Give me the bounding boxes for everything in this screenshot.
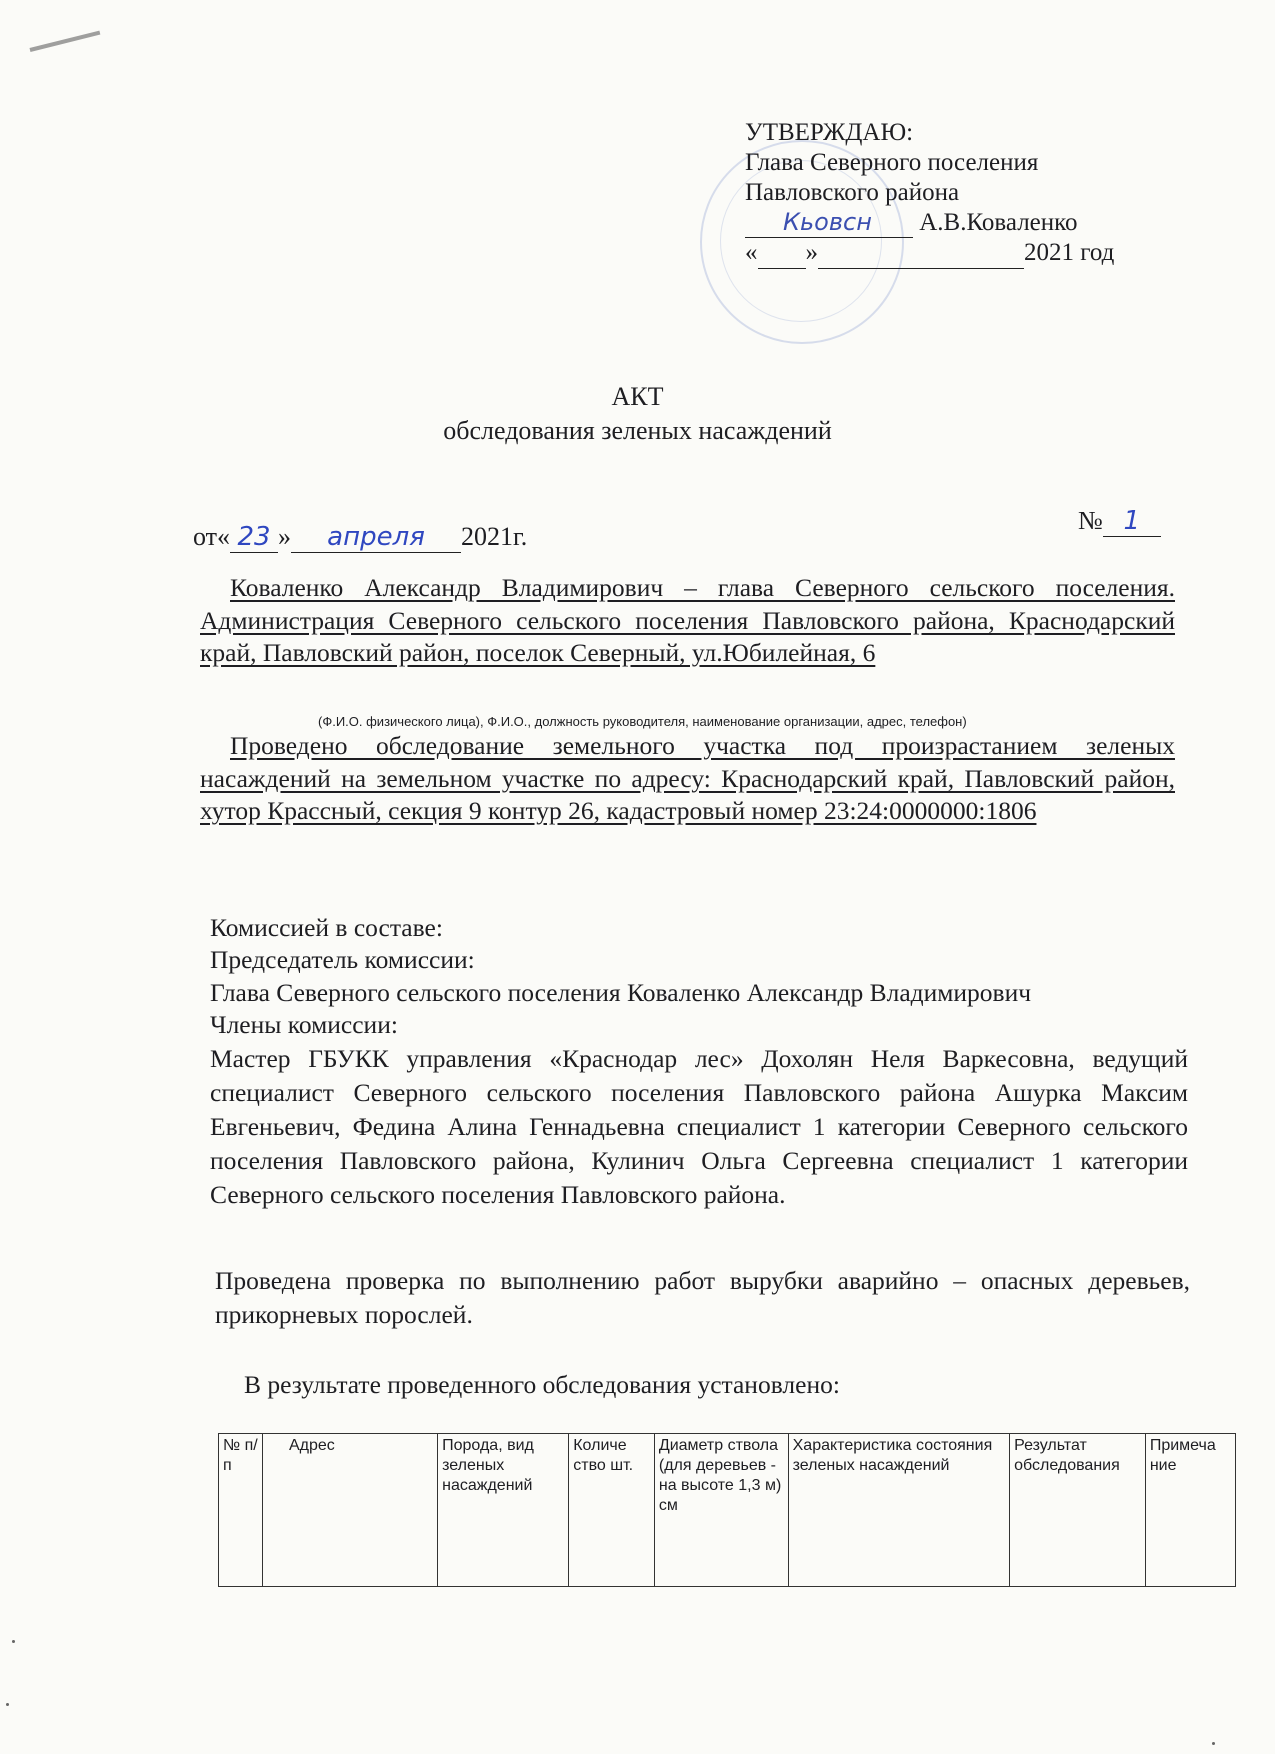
subject-caption: (Ф.И.О. физического лица), Ф.И.О., должность руководителя, наименование организации, адрес, телефон) bbox=[318, 714, 967, 729]
subject-org: Администрация Северного сельского поселения Павловского района, Краснодарский край, Павловский район, поселок Северный, ул.Юбилейная, 6 bbox=[200, 605, 1175, 667]
commission-chair-label: Председатель комиссии: bbox=[210, 945, 475, 974]
table-header-cell: Результат обследования bbox=[1010, 1434, 1146, 1587]
approval-line-2: Павловского района bbox=[745, 179, 960, 206]
table-header-cell: Количе ство шт. bbox=[569, 1434, 655, 1587]
inspection-paragraph bbox=[200, 730, 1175, 828]
commission-heading: Комиссией в составе: bbox=[210, 913, 443, 942]
table-header-cell: Диаметр ствола (для деревьев - на высоте 1,3 м) см bbox=[654, 1434, 788, 1587]
date-month: апреля bbox=[291, 522, 461, 553]
approval-signatory: А.В.Коваленко bbox=[919, 209, 1078, 236]
commission-members: Мастер ГБУКК управления «Краснодар лес» Дохолян Неля Варкесовна, ведущий специалист Северного сельского поселения Павловского района Ашурка Максим Евгеньевич, Федина Алина Геннадьевна специалист 1 категории Северного сельского поселения Павловского района, Кулинич Ольга Сергеевна специалист 1 категории Северного сельского поселения Павловского района. bbox=[210, 1044, 1188, 1209]
inspection-text: Проведено обследование земельного участка под произрастанием зеленых насаждений на земельном участке по адресу: Краснодарский край, Павловский район, хутор Крассный, секция 9 контур 26, кадастровый номер 23:24:0000000:1806 bbox=[200, 731, 1175, 825]
document-subtitle: обследования зеленых насаждений bbox=[443, 416, 832, 445]
approval-date-prefix: « bbox=[745, 239, 758, 266]
date-day: 23 bbox=[230, 522, 278, 553]
approval-signature-line bbox=[745, 208, 1114, 238]
date-mid: » bbox=[278, 522, 292, 551]
table-header-cell: Адрес bbox=[262, 1434, 437, 1587]
check-paragraph: Проведена проверка по выполнению работ вырубки аварийно – опасных деревьев, прикорневых порослей. bbox=[215, 1266, 1190, 1329]
results-table bbox=[218, 1433, 1236, 1587]
approval-year: 2021 год bbox=[1024, 239, 1115, 266]
scan-artifact bbox=[30, 31, 101, 52]
approval-heading: УТВЕРЖДАЮ: bbox=[745, 119, 914, 146]
number-value: 1 bbox=[1103, 506, 1161, 537]
table-header-row bbox=[219, 1434, 1236, 1587]
scan-speck bbox=[12, 1640, 15, 1643]
table-header-cell: № п/п bbox=[219, 1434, 263, 1587]
approval-month-blank bbox=[818, 238, 1024, 269]
signature-mark: Кьовсн bbox=[783, 208, 872, 236]
commission-members-label: Члены комиссии: bbox=[210, 1010, 398, 1039]
document-title: АКТ bbox=[611, 382, 664, 411]
result-heading: В результате проведенного обследования установлено: bbox=[244, 1370, 840, 1399]
approval-block bbox=[745, 118, 1114, 269]
approval-date-line bbox=[745, 238, 1114, 269]
subject-paragraph bbox=[200, 572, 1175, 670]
approval-line-1: Глава Северного поселения bbox=[745, 149, 1039, 176]
act-date bbox=[193, 522, 527, 553]
signature-blank bbox=[745, 208, 913, 238]
table-header-cell: Примеча ние bbox=[1145, 1434, 1235, 1587]
date-year: 2021г. bbox=[461, 522, 528, 551]
table-header-cell: Характеристика состояния зеленых насаждений bbox=[788, 1434, 1009, 1587]
table-header-cell: Порода, вид зеленых насаждений bbox=[438, 1434, 569, 1587]
subject-text: Коваленко Александр Владимирович – глава Северного сельского поселения. bbox=[230, 573, 1175, 602]
approval-date-mid: » bbox=[805, 239, 818, 266]
number-label: № bbox=[1078, 506, 1103, 535]
commission-chair: Глава Северного сельского поселения Коваленко Александр Владимирович bbox=[210, 978, 1032, 1007]
approval-day-blank bbox=[758, 238, 806, 269]
act-number bbox=[1078, 506, 1161, 537]
scan-speck bbox=[6, 1703, 9, 1706]
date-prefix: от« bbox=[193, 522, 231, 551]
scan-speck bbox=[1212, 1742, 1215, 1745]
